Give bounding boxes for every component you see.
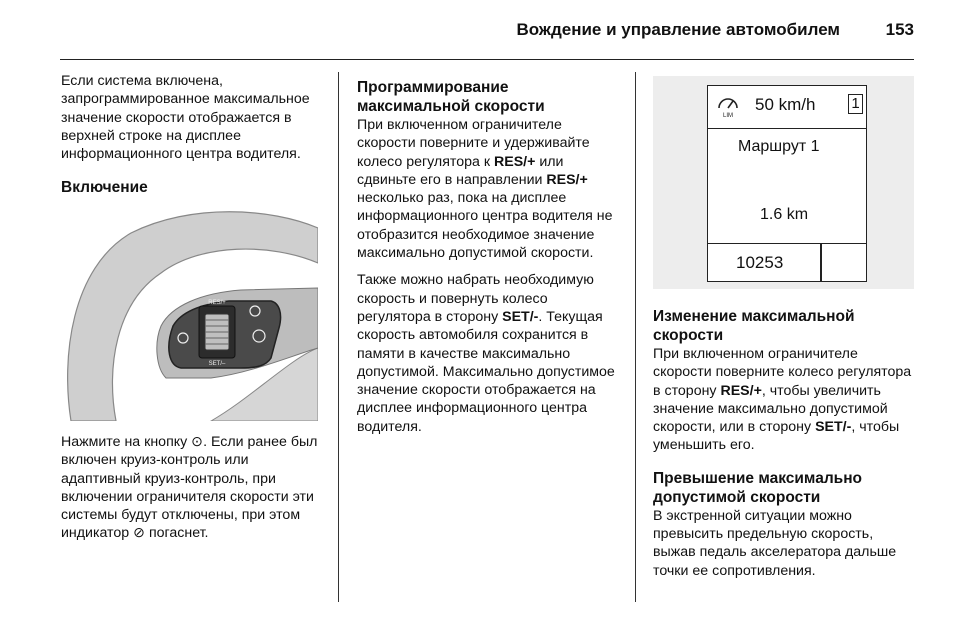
heading-change-speed: Изменение максимальной скорости xyxy=(653,308,855,344)
column-divider-2 xyxy=(635,72,636,602)
display-trip-value: 1.6 km xyxy=(760,206,809,223)
header-rule xyxy=(60,59,914,60)
change-speed-paragraph: При включенном ограничителе скорости поверните колесо регулятора в сторону RES/+, чтобы увеличить значение максимально допустимой скорости, или в сторону SET/-, чтобы уменьшить его. xyxy=(653,346,912,454)
heading-programming: Программирование максимальной скорости xyxy=(357,79,545,115)
running-header-title: Вождение и управление автомобилем xyxy=(516,20,840,39)
heading-activation: Включение xyxy=(61,179,148,197)
speed-limiter-icon: ⊙ xyxy=(191,434,204,450)
page-number: 153 xyxy=(885,20,914,39)
display-divider xyxy=(820,244,822,282)
svg-text:LIM: LIM xyxy=(722,113,734,119)
display-bottom-row xyxy=(708,243,866,282)
display-screen xyxy=(707,85,867,282)
display-top-row xyxy=(708,86,866,129)
column-1 xyxy=(61,72,325,197)
display-trip-label: Маршрут 1 xyxy=(738,138,820,155)
gear-indicator: 1 xyxy=(848,94,863,114)
column-divider-1 xyxy=(338,72,339,602)
display-odometer: 10253 xyxy=(736,253,784,272)
intro-paragraph: Если система включена, запрограммированное максимальное значение скорости отображается в верхней строке на дисплее информационного центра водителя. xyxy=(61,73,310,163)
cruise-indicator-icon: ⊘ xyxy=(133,525,146,542)
set-label: SET/– xyxy=(208,361,226,367)
limiter-icon xyxy=(715,93,741,119)
exceed-speed-paragraph: В экстренной ситуации можно превысить предельную скорость, выжав педаль акселератора дальше точки ее сопротивления. xyxy=(653,507,897,579)
res-label: RES/+ xyxy=(208,300,226,306)
steering-wheel-illustration xyxy=(61,208,318,421)
display-speed: 50 km/h xyxy=(755,95,816,114)
activation-text: Нажмите на кнопку ⊙. Если ранее был включен круиз-контроль или адаптивный круиз-контроль, при включении ограничителя скорости эти системы будут отключены, при этом индикатор ⊘ погаснет. xyxy=(61,434,318,542)
steering-wheel-svg xyxy=(61,208,318,421)
column-2 xyxy=(357,78,623,445)
programming-paragraph-2: Также можно набрать необходимую скорость и повернуть колесо регулятора в сторону SET/-. Текущая скорость автомобиля сохранится в памяти в качестве максимально допустимой. Максимально допустимое значение скорости отображается на дисплее информационного центра водителя. xyxy=(357,272,615,435)
heading-exceed-speed: Превышение максимально допустимой скорости xyxy=(653,469,863,506)
programming-paragraph-1: При включенном ограничителе скорости поверните и удерживайте колесо регулятора к RES/+ или сдвиньте его в направлении RES/+ несколько раз, пока на дисплее информационного центра водителя не отобразится необходимое значение максимально допустимой скорости. xyxy=(357,117,613,262)
column-3 xyxy=(653,307,915,589)
